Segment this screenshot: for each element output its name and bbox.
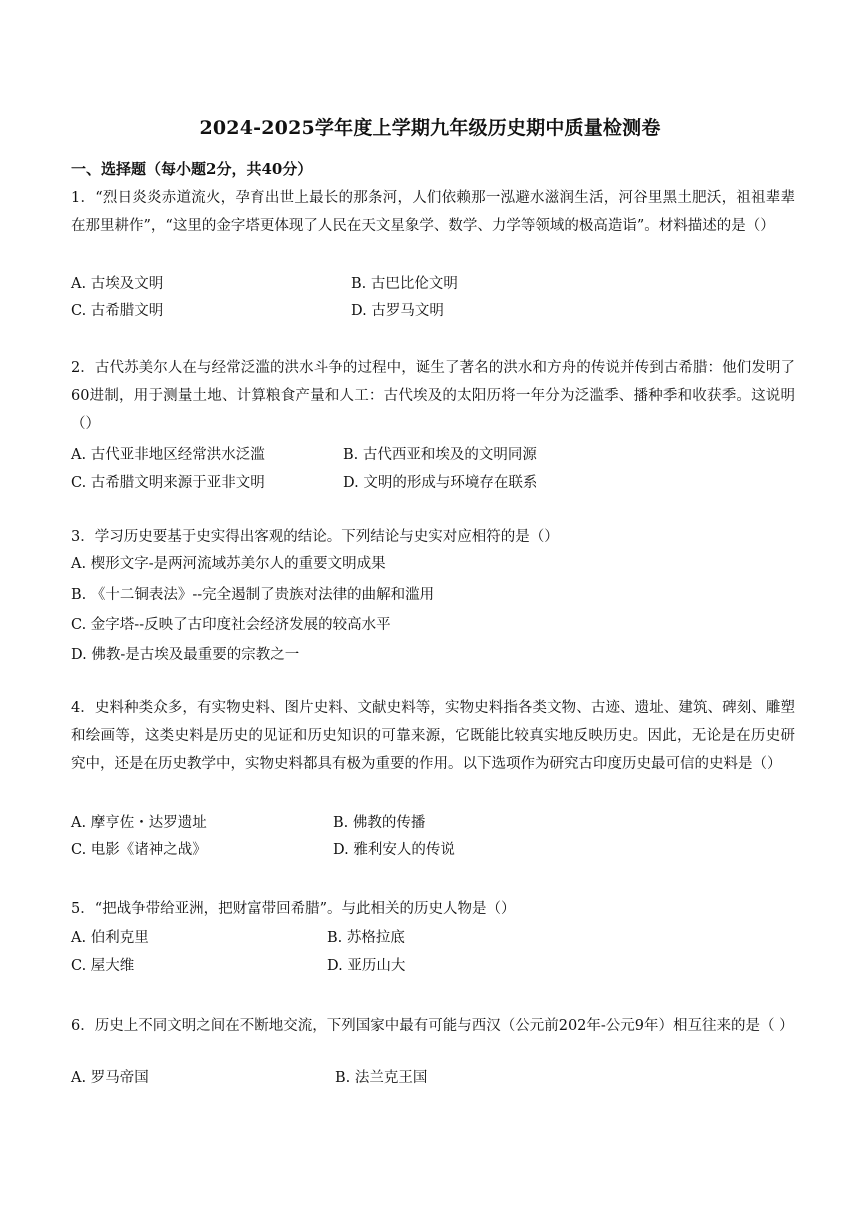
question-3-option-d: D. 佛教-是古埃及最重要的宗教之一 <box>71 647 300 663</box>
question-4-option-c: C. 电影《诸神之战》 <box>71 842 207 858</box>
question-2-option-a: A. 古代亚非地区经常洪水泛滥 <box>71 447 265 463</box>
question-6-option-b: B. 法兰克王国 <box>335 1070 428 1086</box>
question-2-stem: 2．古代苏美尔人在与经常泛滥的洪水斗争的过程中，诞生了著名的洪水和方舟的传说并传到古希腊：他们发明了60进制，用于测量土地、计算粮食产量和人工：古代埃及的太阳历将一年分为泛滥季、播种季和收获季。这说明（） <box>71 360 795 432</box>
question-3-option-b: B. 《十二铜表法》--完全遏制了贵族对法律的曲解和滥用 <box>71 587 435 603</box>
question-5-option-c: C. 屋大维 <box>71 958 135 974</box>
question-1-option-b: B. 古巴比伦文明 <box>351 276 458 292</box>
exam-title: 2024-2025学年度上学期九年级历史期中质量检测卷 <box>199 117 661 139</box>
question-1-option-c: C. 古希腊文明 <box>71 303 164 319</box>
question-3-stem: 3．学习历史要基于史实得出客观的结论。下列结论与史实对应相符的是（） <box>71 529 559 545</box>
question-5-option-b: B. 苏格拉底 <box>327 930 405 946</box>
question-6-option-a: A. 罗马帝国 <box>71 1070 149 1086</box>
section-heading: 一、选择题（每小题2分，共40分） <box>71 160 313 178</box>
question-3-option-c: C. 金字塔--反映了古印度社会经济发展的较高水平 <box>71 617 391 633</box>
question-5-option-d: D. 亚历山大 <box>327 958 406 974</box>
question-4-option-b: B. 佛教的传播 <box>333 815 426 831</box>
question-2-option-c: C. 古希腊文明来源于亚非文明 <box>71 475 265 491</box>
question-4-option-d: D. 雅利安人的传说 <box>333 842 455 858</box>
question-1-option-a: A. 古埃及文明 <box>71 276 164 292</box>
question-3-option-a: A. 楔形文字-是两河流域苏美尔人的重要文明成果 <box>71 556 386 572</box>
question-2-option-d: D. 文明的形成与环境存在联系 <box>343 475 538 491</box>
question-2-option-b: B. 古代西亚和埃及的文明同源 <box>343 447 537 463</box>
question-5-option-a: A. 伯利克里 <box>71 930 149 946</box>
question-1-stem: 1．“烈日炎炎赤道流火，孕育出世上最长的那条河，人们依赖那一泓避水滋润生活，河谷里黑土肥沃，祖祖辈辈在那里耕作”，“这里的金字塔更体现了人民在天文星象学、数学、力学等领域的极高造诣”。材料描述的是（） <box>71 190 795 234</box>
question-6-stem: 6．历史上不同文明之间在不断地交流，下列国家中最有可能与西汉（公元前202年-公元9年）相互往来的是（ ） <box>71 1018 794 1034</box>
question-5-stem: 5．“把战争带给亚洲，把财富带回希腊”。与此相关的历史人物是（） <box>71 901 516 917</box>
question-4-stem: 4．史料种类众多，有实物史料、图片史料、文献史料等，实物史料指各类文物、古迹、遗址、建筑、碑刻、雕塑和绘画等，这类史料是历史的见证和历史知识的可靠来源，它既能比较真实地反映历史。因此，无论是在历史研究中，还是在历史教学中，实物史料都具有极为重要的作用。以下选项作为研究古印度历史最可信的史料是（） <box>71 700 795 772</box>
question-1-option-d: D. 古罗马文明 <box>351 303 444 319</box>
question-4-option-a: A. 摩亨佐・达罗遗址 <box>71 815 207 831</box>
